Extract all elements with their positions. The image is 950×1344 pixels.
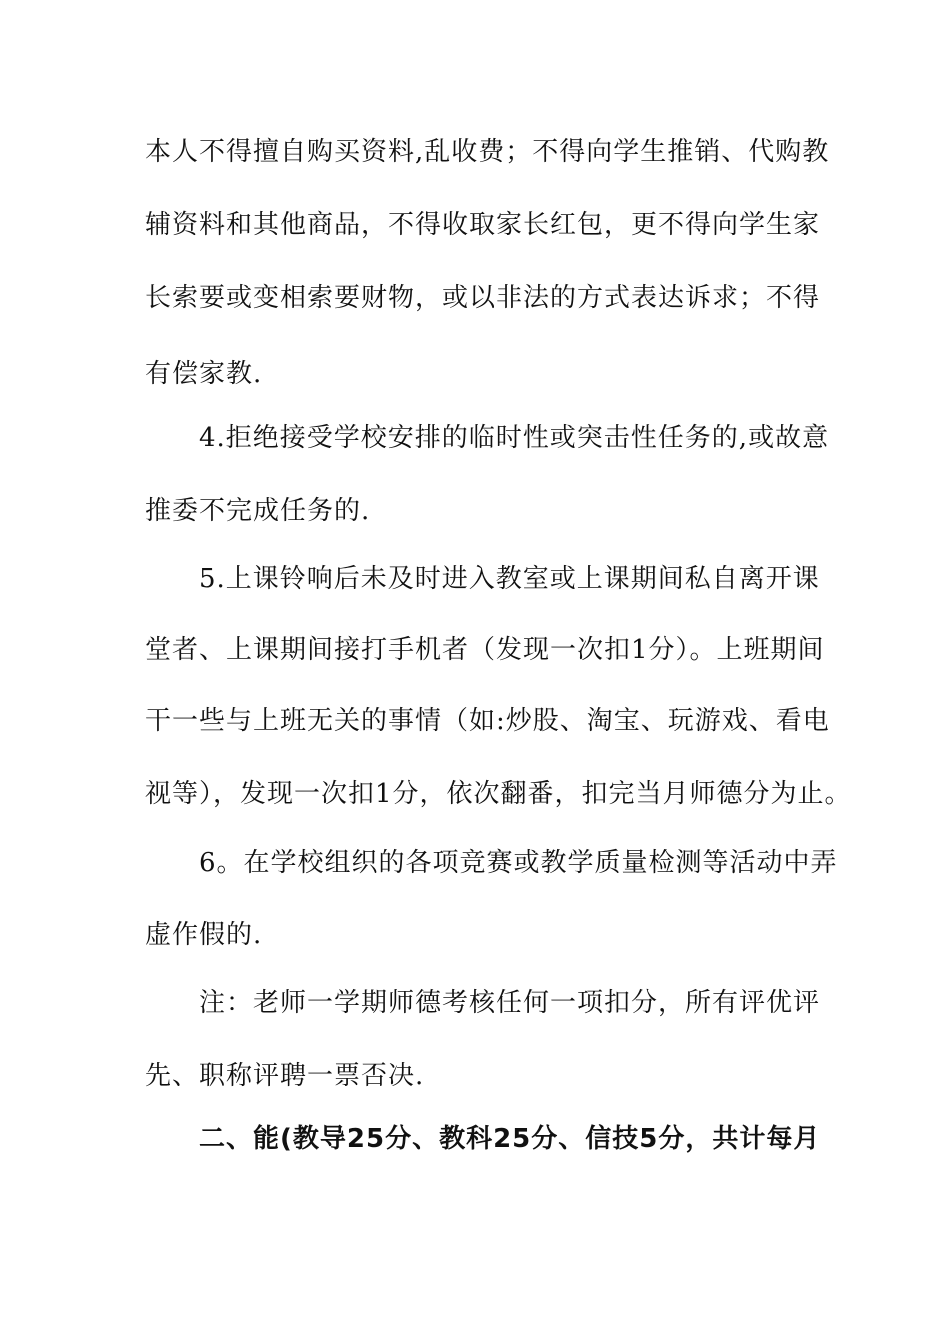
- body-line: 长索要或变相索要财物，或以非法的方式表达诉求；不得: [145, 283, 821, 313]
- body-line: 先、职称评聘一票否决.: [145, 1061, 425, 1091]
- section-heading: 二、能(教导25分、教科25分、信技5分，共计每月: [199, 1124, 821, 1154]
- body-line: 辅资料和其他商品，不得收取家长红包，更不得向学生家: [145, 210, 821, 240]
- item-4-line: 4.拒绝接受学校安排的临时性或突击性任务的,或故意: [199, 423, 830, 453]
- body-line: 推委不完成任务的.: [145, 496, 371, 526]
- item-6-line: 6。在学校组织的各项竞赛或教学质量检测等活动中弄: [199, 848, 838, 878]
- body-line: 干一些与上班无关的事情（如:炒股、淘宝、玩游戏、看电: [145, 706, 830, 736]
- note-line: 注：老师一学期师德考核任何一项扣分，所有评优评: [199, 988, 821, 1018]
- body-line: 虚作假的.: [145, 920, 263, 950]
- item-5-line: 5.上课铃响后未及时进入教室或上课期间私自离开课: [199, 564, 820, 594]
- body-line: 堂者、上课期间接打手机者（发现一次扣1分）。上班期间: [145, 635, 825, 665]
- body-line: 视等），发现一次扣1分，依次翻番，扣完当月师德分为止。: [145, 779, 852, 809]
- body-line: 有偿家教.: [145, 359, 263, 389]
- body-line: 本人不得擅自购买资料,乱收费；不得向学生推销、代购教: [145, 137, 830, 167]
